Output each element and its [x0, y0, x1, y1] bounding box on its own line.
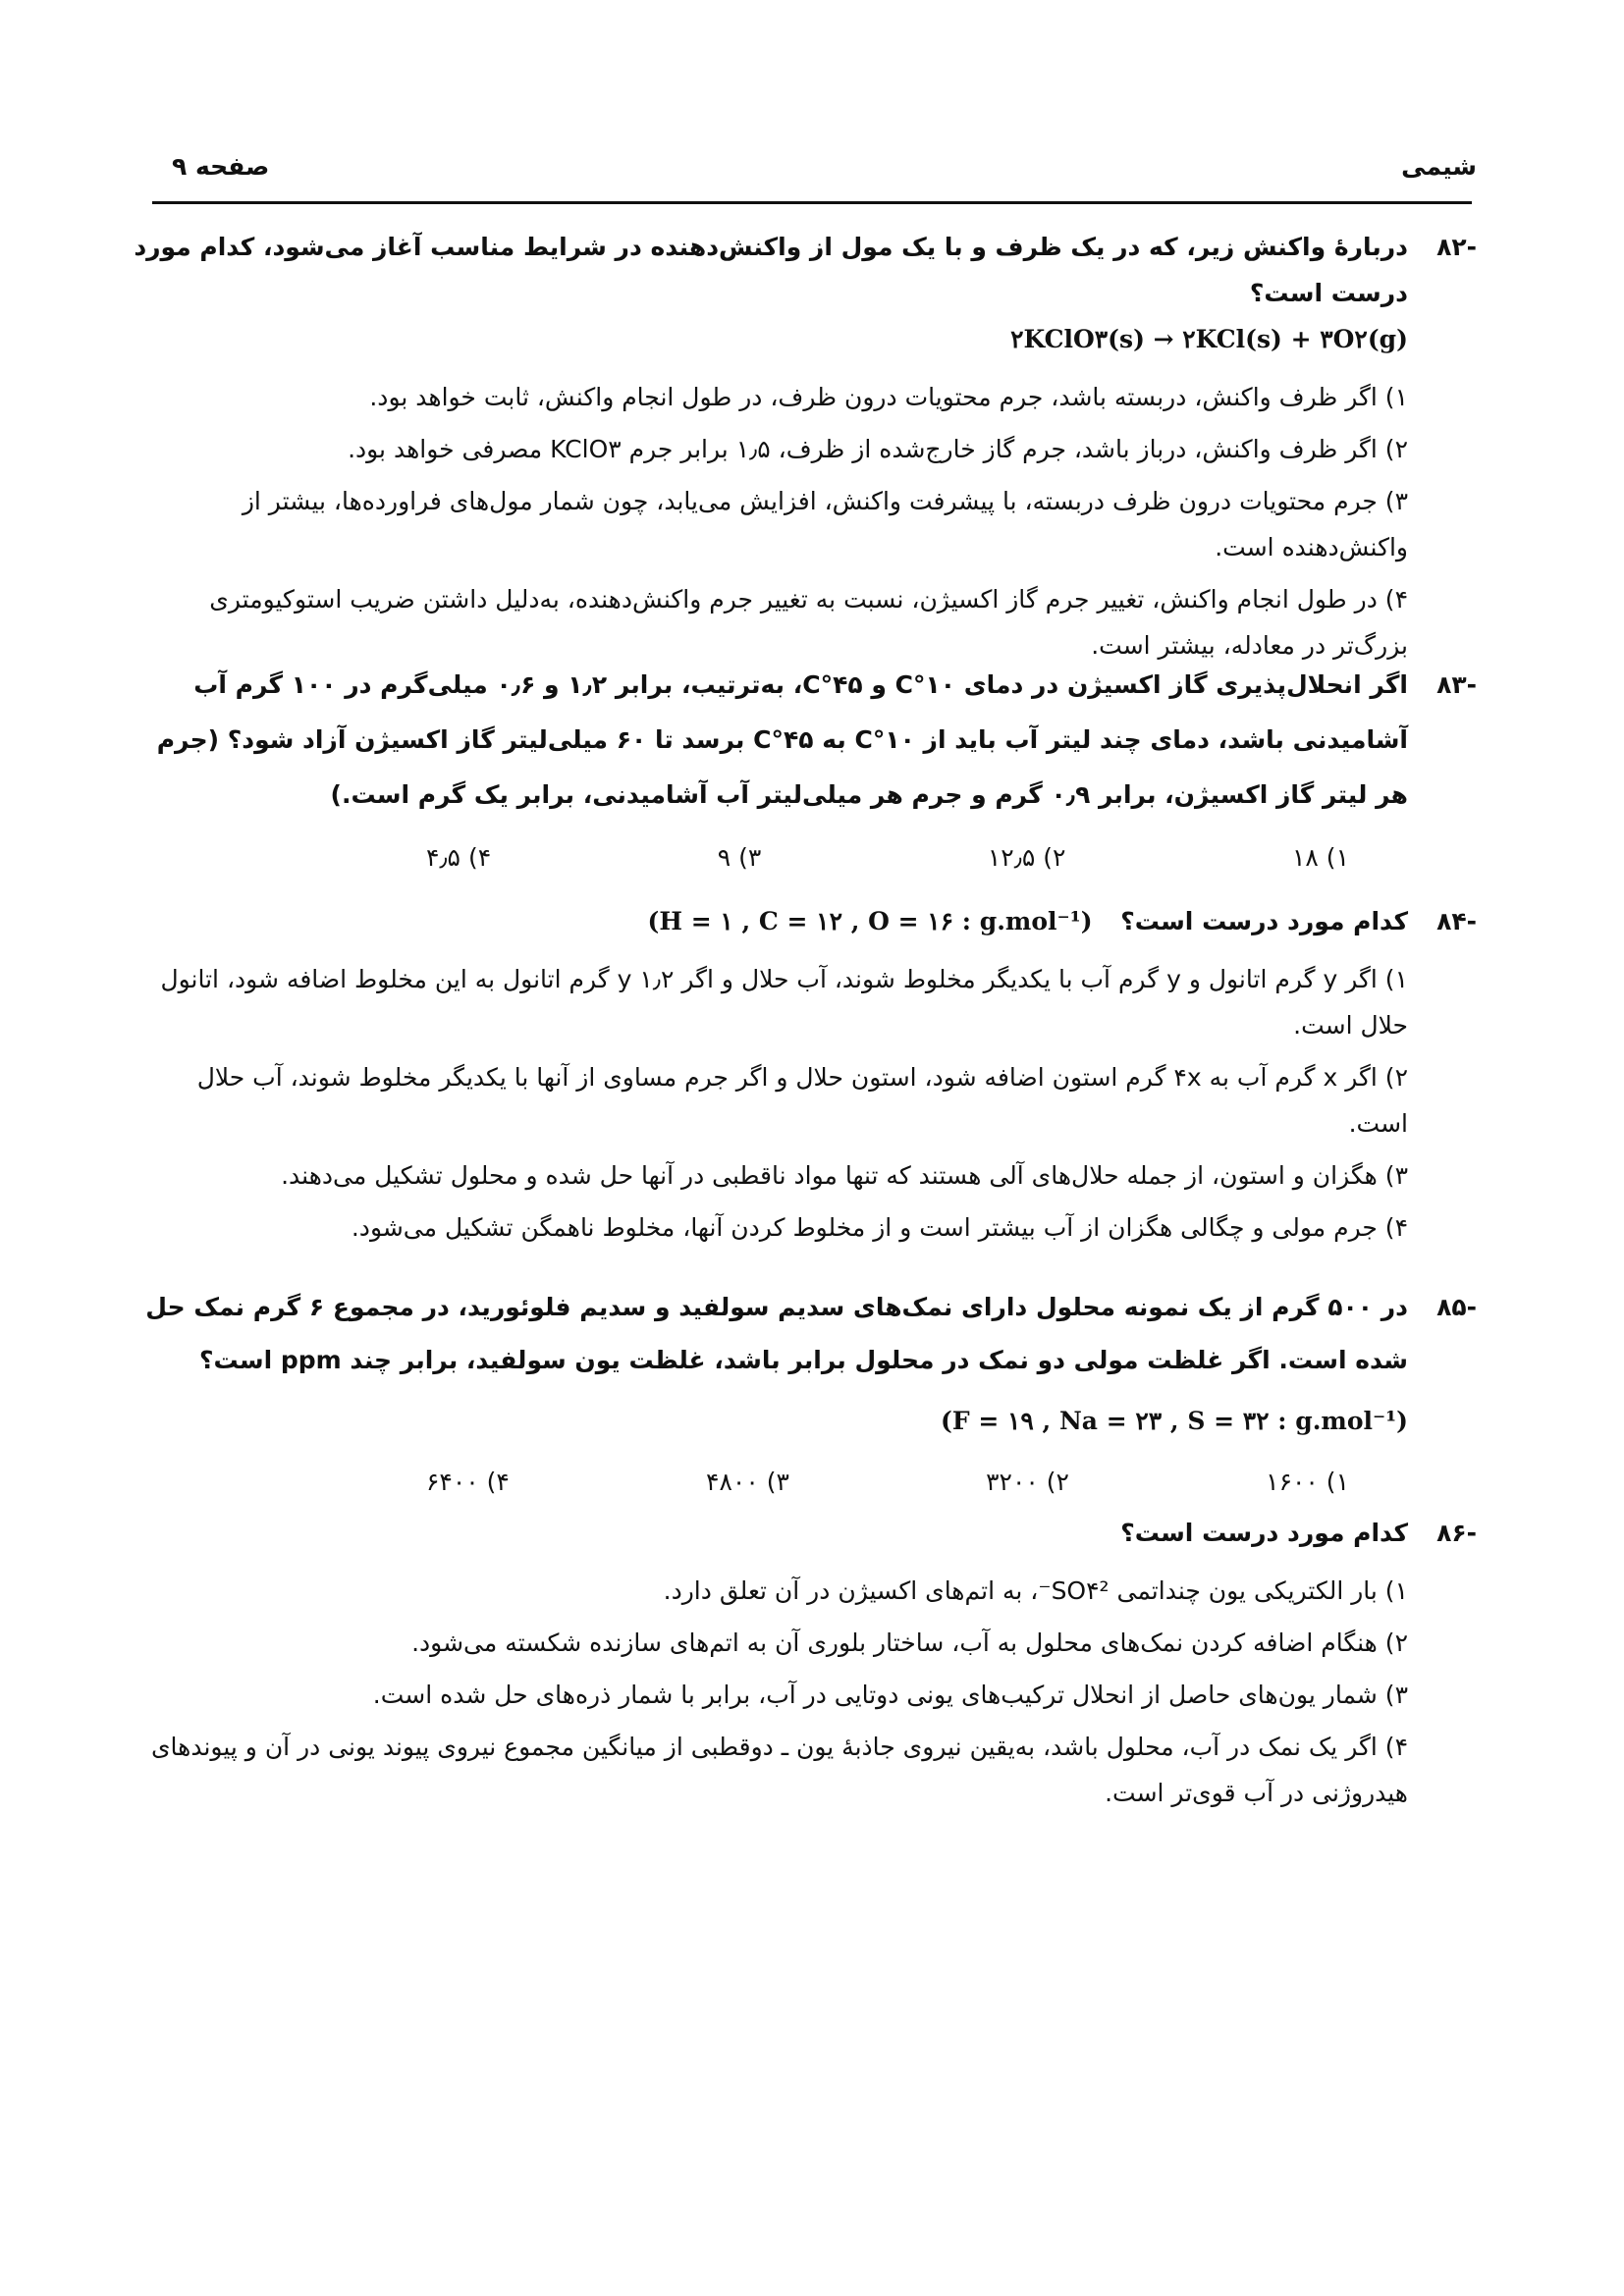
option-3[interactable]: ۳) ۴۸۰۰	[706, 1468, 789, 1496]
question-82	[132, 224, 1477, 674]
options-list	[132, 956, 1408, 1251]
option-4[interactable]: ۴) ۴٫۵	[426, 843, 492, 872]
chemical-equation: ۲KClO۳(s) → ۲KCl(s) + ۳O۲(g)	[1010, 325, 1408, 353]
question-85	[132, 1281, 1477, 1509]
molar-mass-constants: (F = ۱۹ , Na = ۲۳ , S = ۳۲ : g.mol⁻¹)	[941, 1407, 1408, 1435]
question-text: در ۵۰۰ گرم از یک نمونه محلول دارای نمک‌های سدیم سولفید و سدیم فلوئورید، در مجموع ۶ گرم نمک حل شده است. اگر غلظت مولی دو نمک در محلول برابر باشد، غلظت یون سولفید، برابر چند ppm است؟	[145, 1293, 1408, 1374]
question-84	[132, 898, 1477, 1256]
molar-mass-constants: (H = ۱ , C = ۱۲ , O = ۱۶ : g.mol⁻¹)	[647, 907, 1093, 935]
subject-title: شیمی	[1401, 152, 1477, 181]
option-1[interactable]: ۱) اگر y گرم اتانول و y گرم آب با یکدیگر مخلوط شوند، آب حلال و اگر ۱٫۲ y گرم اتانول به این مخلوط اضافه شود، اتانول حلال است.	[160, 965, 1408, 1040]
option-1[interactable]: ۱) ۱۶۰۰	[1266, 1468, 1349, 1496]
option-2[interactable]: ۲) اگر x گرم آب به ۴x گرم استون اضافه شود، استون حلال و اگر جرم مساوی از آنها با یکدیگر مخلوط شوند، آب حلال است.	[196, 1063, 1408, 1138]
option-3[interactable]: ۳) جرم محتویات درون ظرف دربسته، با پیشرفت واکنش، افزایش می‌یابد، چون شمار مول‌های فراورده‌ها، بیشتر از واکنش‌دهنده است.	[242, 487, 1408, 561]
question-prompt: کدام مورد درست است؟	[1120, 907, 1408, 935]
question-text: کدام مورد درست است؟	[1120, 1519, 1408, 1547]
question-86	[132, 1510, 1477, 1822]
option-3[interactable]: ۳) شمار یون‌های حاصل از انحلال ترکیب‌های یونی دوتایی در آب، برابر با شمار ذره‌های حل شده است.	[372, 1681, 1408, 1709]
question-text: اگر انحلال‌پذیری گاز اکسیژن در دمای ۱۰°C و ۴۵°C، به‌ترتیب، برابر ۱٫۲ و ۰٫۶ میلی‌گرم در ۱۰۰ گرم آب آشامیدنی باشد، دمای چند لیتر آب باید از ۱۰°C به ۴۵°C برسد تا ۶۰ میلی‌لیتر گاز اکسیژن آزاد شود؟ (جرم هر لیتر گاز اکسیژن، برابر ۰٫۹ گرم و جرم هر میلی‌لیتر آب آشامیدنی، برابر یک گرم است.)	[156, 670, 1408, 809]
question-83	[132, 658, 1477, 885]
question-number: -۸۶	[1436, 1519, 1477, 1547]
option-3[interactable]: ۳) ۹	[717, 843, 762, 872]
question-number: -۸۵	[1436, 1293, 1477, 1321]
page-number: صفحه ۹	[172, 152, 270, 181]
question-text	[132, 898, 1408, 944]
option-1[interactable]: ۱) ۱۸	[1292, 843, 1349, 872]
options-list	[132, 374, 1408, 668]
options-row	[132, 830, 1408, 885]
option-1[interactable]: ۱) اگر ظرف واکنش، دربسته باشد، جرم محتویات درون ظرف، در طول انجام واکنش، ثابت خواهد بود.	[369, 383, 1408, 411]
option-4[interactable]: ۴) اگر یک نمک در آب، محلول باشد، به‌یقین نیروی جاذبهٔ یون ـ دوقطبی از میانگین مجموع نیروی پیوند یونی در آن و پیوندهای هیدروژنی در آب قوی‌تر است.	[150, 1733, 1408, 1807]
option-2[interactable]: ۲) هنگام اضافه کردن نمک‌های محلول به آب، ساختار بلوری آن به اتم‌های سازنده شکسته می‌شود.	[411, 1629, 1408, 1657]
question-number: -۸۲	[1436, 233, 1477, 261]
question-number: -۸۴	[1436, 907, 1477, 935]
question-number: -۸۳	[1436, 670, 1477, 699]
option-1[interactable]: ۱) بار الکتریکی یون چنداتمی SO۴²⁻، به اتم‌های اکسیژن در آن تعلق دارد.	[663, 1576, 1408, 1605]
option-4[interactable]: ۴) در طول انجام واکنش، تغییر جرم گاز اکسیژن، نسبت به تغییر جرم واکنش‌دهنده، به‌دلیل داشتن ضریب استوکیومتری بزرگ‌تر در معادله، بیشتر است.	[209, 585, 1408, 660]
question-text: دربارهٔ واکنش زیر، که در یک ظرف و با یک مول از واکنش‌دهنده در شرایط مناسب آغاز می‌شود، کدام مورد درست است؟	[134, 233, 1408, 307]
header-divider	[152, 201, 1472, 204]
option-2[interactable]: ۲) ۱۲٫۵	[987, 843, 1066, 872]
option-4[interactable]: ۴) جرم مولی و چگالی هگزان از آب بیشتر است و از مخلوط کردن آنها، مخلوط ناهمگن تشکیل می‌شود.	[351, 1213, 1408, 1242]
option-3[interactable]: ۳) هگزان و استون، از جمله حلال‌های آلی هستند که تنها مواد ناقطبی در آنها حل شده و محلول تشکیل می‌دهند.	[281, 1161, 1408, 1190]
option-4[interactable]: ۴) ۶۴۰۰	[426, 1468, 510, 1496]
options-list	[132, 1568, 1408, 1816]
option-2[interactable]: ۲) اگر ظرف واکنش، درباز باشد، جرم گاز خارج‌شده از ظرف، ۱٫۵ برابر جرم KClO۳ مصرفی خواهد بود.	[348, 435, 1408, 463]
options-row	[132, 1456, 1408, 1509]
option-2[interactable]: ۲) ۳۲۰۰	[986, 1468, 1069, 1496]
